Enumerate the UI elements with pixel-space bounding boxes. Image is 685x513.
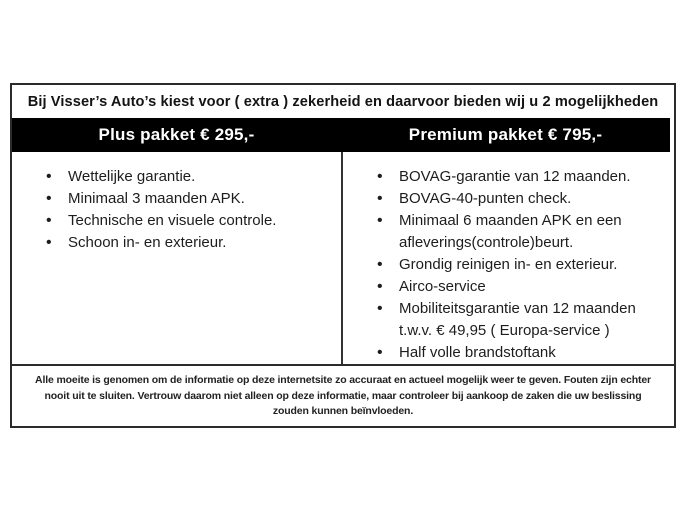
package-header-bar <box>12 118 670 152</box>
list-item: • Half volle brandstoftank <box>377 342 668 364</box>
list-item: • BOVAG-40-punten check. <box>377 188 668 210</box>
list-item: • Grondig reinigen in- en exterieur. <box>377 254 668 276</box>
package-list-plus <box>12 166 341 254</box>
list-item: • Technische en visuele controle. <box>46 210 335 232</box>
list-item: • Wettelijke garantie. <box>46 166 335 188</box>
list-item: • Schoon in- en exterieur. <box>46 232 335 254</box>
table-title: Bij Visser’s Auto’s kiest voor ( extra ) zekerheid en daarvoor bieden wij u 2 mogelijkheden <box>27 93 659 110</box>
package-content-row <box>12 152 674 364</box>
list-item: • BOVAG-garantie van 12 maanden. <box>377 166 668 188</box>
package-header-premium: Premium pakket € 795,- <box>408 125 603 144</box>
package-header-plus: Plus pakket € 295,- <box>98 125 255 144</box>
package-list-premium <box>343 166 674 364</box>
package-column-premium <box>343 152 674 364</box>
package-column-plus <box>12 152 343 364</box>
disclaimer-text: Alle moeite is genomen om de informatie op deze internetsite zo accuraat en actueel mogelijk weer te geven. Fouten zijn echter nooit uit te sluiten. Vertrouw daarom niet alleen op deze informatie, maar controleer bij aankoop de zaken die uw beslissing zouden kunnen beïnvloeden. <box>12 364 674 426</box>
warranty-packages-table <box>10 83 676 428</box>
list-item: • Minimaal 6 maanden APK en een afleverings(controle)beurt. <box>377 210 668 254</box>
list-item: • Mobiliteitsgarantie van 12 maanden t.w.v. € 49,95 ( Europa-service ) <box>377 298 668 342</box>
list-item: • Airco-service <box>377 276 668 298</box>
list-item: • Minimaal 3 maanden APK. <box>46 188 335 210</box>
